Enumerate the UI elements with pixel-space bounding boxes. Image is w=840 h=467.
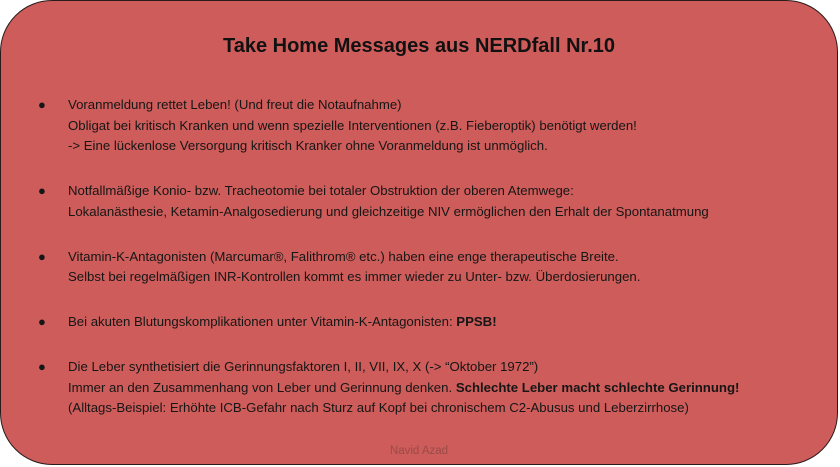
list-item	[35, 357, 825, 419]
item-line: Bei akuten Blutungskomplikationen unter Vitamin-K-Antagonisten: PPSB!	[68, 314, 497, 329]
item-line: Immer an den Zusammenhang von Leber und Gerinnung denken. Schlechte Leber macht schlechte Gerinnung!	[68, 379, 740, 395]
author-footer: Navid Azad	[389, 445, 449, 457]
take-home-list	[35, 95, 825, 443]
item-line: Obligat bei kritisch Kranken und wenn spezielle Interventionen (z.B. Fieberoptik) benötigt werden!	[68, 117, 637, 133]
item-line: Lokalanästhesie, Ketamin-Analgosedierung und gleichzeitige NIV ermöglichen den Erhalt der Spontanatmung	[68, 203, 709, 219]
item-line: -> Eine lückenlose Versorgung kritisch Kranker ohne Voranmeldung ist unmöglich.	[68, 138, 548, 153]
bullet-icon: ●	[38, 314, 46, 329]
item-line: Die Leber synthetisiert die Gerinnungsfaktoren I, II, VII, IX, X (-> “Oktober 1972”)	[68, 359, 539, 374]
emphasis-text: Schlechte Leber macht schlechte Gerinnung!	[455, 379, 740, 395]
bullet-icon: ●	[38, 248, 46, 264]
list-item	[35, 95, 825, 157]
item-line: Vitamin-K-Antagonisten (Marcumar®, Falithrom® etc.) haben eine enge therapeutische Breite.	[68, 248, 619, 264]
emphasis-text: PPSB!	[456, 314, 497, 329]
item-line: Selbst bei regelmäßigen INR-Kontrollen kommt es immer wieder zu Unter- bzw. Überdosierungen.	[68, 269, 641, 284]
item-line: (Alltags-Beispiel: Erhöhte ICB-Gefahr nach Sturz auf Kopf bei chronischem C2-Abusus und Leberzirrhose)	[68, 400, 689, 415]
slide-title: Take Home Messages aus NERDfall Nr.10	[222, 35, 616, 57]
list-item	[35, 181, 825, 222]
list-item	[35, 312, 825, 333]
item-line: Voranmeldung rettet Leben! (Und freut die Notaufnahme)	[68, 97, 402, 112]
list-item	[35, 247, 825, 288]
bullet-icon: ●	[38, 97, 46, 112]
item-line: Notfallmäßige Konio- bzw. Tracheotomie bei totaler Obstruktion der oberen Atemwege:	[68, 183, 574, 198]
bullet-icon: ●	[38, 183, 46, 198]
bullet-icon: ●	[38, 359, 46, 374]
